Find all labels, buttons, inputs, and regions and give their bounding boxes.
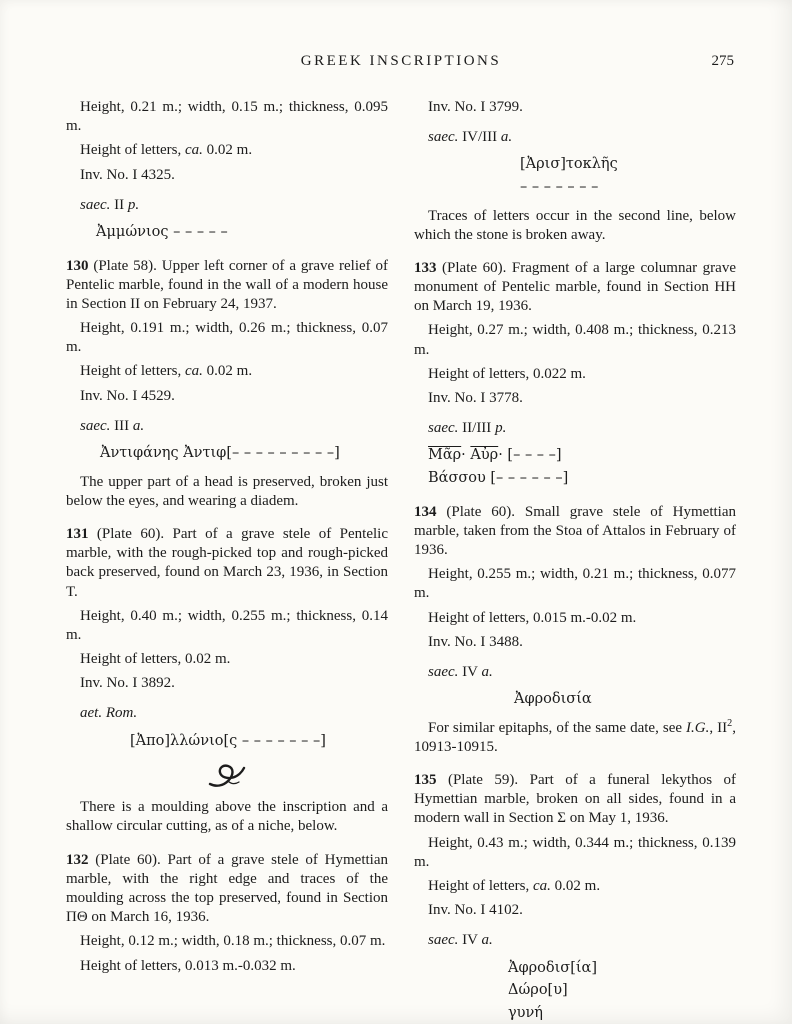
- page-number: 275: [711, 53, 734, 69]
- inscription-135: [508, 958, 736, 1024]
- entry-134-heading: [414, 503, 736, 561]
- entry-135-date: [414, 931, 736, 950]
- entry-134-reference: [414, 719, 736, 757]
- italic-run: ca.: [184, 142, 203, 159]
- entry-133-dimensions: Height, 0.27 m.; width, 0.408 m.; thickness, 0.213 m.: [414, 322, 736, 358]
- italic-run: saec.: [428, 663, 463, 680]
- entry-131-dimensions: Height, 0.40 m.; width, 0.255 m.; thickness, 0.14 m.: [66, 607, 388, 643]
- inscription-134: Ἀφροδισία: [514, 691, 592, 708]
- entry-135-letter-height: [414, 877, 736, 896]
- text-run: Height of letters,: [428, 877, 533, 894]
- entry-number: 133: [414, 259, 437, 276]
- entry-number: 130: [66, 257, 89, 274]
- text-run: ·: [461, 447, 471, 464]
- inscription-line: [428, 445, 736, 466]
- inscription-line: γυνή: [508, 1004, 543, 1021]
- entry-132-date: [414, 128, 736, 147]
- italic-run: a.: [481, 663, 493, 680]
- entry-129-dimensions: Height, 0.21 m.; width, 0.15 m.; thickness, 0.095 m.: [66, 99, 388, 135]
- italic-run: saec.: [428, 129, 463, 146]
- entry-135-heading: [414, 771, 736, 829]
- text-run: IV: [462, 932, 482, 949]
- entry-132-dimensions: Height, 0.12 m.; width, 0.18 m.; thickness, 0.07 m.: [80, 933, 386, 950]
- text-run: Height of letters,: [80, 363, 185, 380]
- text-run: Height of letters,: [80, 142, 185, 159]
- inscription-line: Ἀφροδισ[ία]: [508, 959, 597, 976]
- entry-description: (Plate 60). Small grave stele of Hymettian marble, taken from the Stoa of Attalos in February of 1936.: [414, 503, 736, 558]
- inscription-133: [428, 445, 736, 488]
- text-run: II: [114, 196, 128, 213]
- entry-description: (Plate 60). Fragment of a large columnar grave monument of Pentelic marble, found in Section ΗΗ on March 19, 1936.: [414, 259, 736, 315]
- text-run: , II: [709, 719, 728, 736]
- entry-134-date: [414, 663, 736, 682]
- hedera-ornament: [66, 763, 388, 789]
- italic-run: ca.: [184, 363, 203, 380]
- entry-135-dimensions: Height, 0.43 m.; width, 0.344 m.; thickness, 0.139 m.: [414, 834, 736, 870]
- text-run: 0.02 m.: [202, 363, 253, 380]
- entry-133-letter-height: Height of letters, 0.022 m.: [428, 365, 586, 382]
- inscription-131: [Ἀπο]λλώνιο[ς – – – – – – –]: [130, 732, 326, 749]
- inscription-line: Δώρο[υ]: [508, 982, 568, 999]
- text-run: 0.02 m.: [202, 142, 253, 159]
- entry-132-inventory: Inv. No. I 3799.: [428, 99, 523, 115]
- text-run: IV/III: [462, 129, 501, 146]
- italic-run: ca.: [532, 877, 551, 894]
- inscription-130: Ἀντιφάνης Ἀντιφ[– – – – – – – – –]: [100, 445, 340, 462]
- superscript-run: 2: [727, 717, 733, 729]
- entry-135-inventory: Inv. No. I 4102.: [428, 902, 523, 919]
- two-column-text: [66, 98, 736, 1024]
- entry-131-letter-height: Height of letters, 0.02 m.: [80, 651, 231, 668]
- entry-129-date: [66, 196, 388, 215]
- inscription-129: Ἀμμώνιος – – – – –: [96, 223, 228, 240]
- abbreviated-name-run: $\overline{Mᾶ\rho}$: [428, 447, 462, 464]
- italic-run: a.: [481, 932, 493, 949]
- text-run: III: [114, 417, 133, 434]
- inscription-lost-line: – – – – – – –: [520, 178, 599, 195]
- italic-run: a.: [500, 129, 513, 146]
- right-column: [414, 98, 736, 1024]
- entry-number: 132: [66, 851, 89, 868]
- entry-130-commentary: The upper part of a head is preserved, broken just below the eyes, and wearing a diadem.: [66, 473, 388, 509]
- left-column: [66, 98, 388, 1024]
- entry-131-inventory: Inv. No. I 3892.: [80, 675, 175, 692]
- italic-run: I.G.: [686, 719, 710, 736]
- text-run: II/III: [462, 420, 496, 437]
- text-run: IV: [462, 663, 482, 680]
- entry-129-inventory: Inv. No. I 4325.: [80, 166, 175, 183]
- italic-run: saec.: [80, 417, 115, 434]
- italic-run: a.: [132, 417, 145, 434]
- entry-132-letter-height: Height of letters, 0.013 m.-0.032 m.: [80, 957, 296, 974]
- italic-run: saec.: [80, 196, 115, 213]
- entry-description: (Plate 60). Part of a grave stele of Pentelic marble, with the rough-picked top and rough-picked back preserved, found on March 23, 1936, in Section Τ.: [66, 525, 388, 600]
- entry-131-date: [66, 704, 388, 723]
- hedera-leaf-icon: [207, 763, 247, 789]
- entry-132-commentary: Traces of letters occur in the second line, below which the stone is broken away.: [414, 207, 736, 243]
- italic-run: saec.: [428, 932, 463, 949]
- entry-130-inventory: Inv. No. I 4529.: [80, 387, 175, 404]
- entry-134-dimensions: Height, 0.255 m.; width, 0.21 m.; thickness, 0.077 m.: [414, 566, 736, 602]
- abbreviated-name-run: $\overline{Aὐ\rho}$: [470, 447, 499, 464]
- entry-130-dimensions: Height, 0.191 m.; width, 0.26 m.; thickness, 0.07 m.: [66, 320, 388, 356]
- italic-run: p.: [495, 420, 507, 437]
- inscription-line: Βάσσου [– – – – – –]: [428, 469, 569, 486]
- running-title: GREEK INSCRIPTIONS: [300, 53, 502, 69]
- italic-run: aet. Rom.: [80, 705, 138, 722]
- text-run: 0.02 m.: [550, 877, 601, 894]
- entry-description: (Plate 60). Part of a grave stele of Hymettian marble, with the right edge and traces of the moulding across the top preserved, found in Section ΠΘ on March 16, 1936.: [66, 851, 388, 926]
- entry-130-date: [66, 417, 388, 436]
- entry-132-heading: [66, 851, 388, 928]
- entry-133-inventory: Inv. No. I 3778.: [428, 390, 523, 407]
- text-run: , 10913-10915.: [414, 719, 736, 755]
- text-run: ·: [498, 447, 508, 464]
- entry-133-date: [414, 419, 736, 438]
- entry-130-letter-height: [66, 362, 388, 381]
- text-run: [– – – –]: [507, 447, 562, 464]
- entry-134-inventory: Inv. No. I 3488.: [428, 633, 523, 650]
- entry-description: (Plate 59). Part of a funeral lekythos of Hymettian marble, broken on all sides, found in a modern wall in Section Σ on May 1, 1936.: [414, 772, 736, 827]
- entry-130-heading: [66, 257, 388, 315]
- inscription-line: [Ἀρισ]τοκλῆς: [520, 156, 618, 173]
- entry-131-heading: [66, 525, 388, 602]
- entry-131-commentary: There is a moulding above the inscription and a shallow circular cutting, as of a niche, below.: [66, 799, 388, 835]
- entry-number: 134: [414, 503, 437, 520]
- italic-run: p.: [127, 196, 140, 213]
- entry-number: 131: [66, 525, 89, 542]
- italic-run: saec.: [428, 420, 463, 437]
- entry-description: (Plate 58). Upper left corner of a grave relief of Pentelic marble, found in the wall of a modern house in Section II on February 24, 1937.: [66, 257, 388, 312]
- entry-number: 135: [414, 772, 437, 789]
- entry-129-letter-height: [66, 141, 388, 160]
- entry-134-letter-height: Height of letters, 0.015 m.-0.02 m.: [428, 609, 637, 626]
- entry-133-heading: [414, 259, 736, 317]
- page-header: [66, 52, 736, 74]
- text-run: For similar epitaphs, of the same date, see: [428, 719, 687, 736]
- inscription-132: [520, 154, 736, 197]
